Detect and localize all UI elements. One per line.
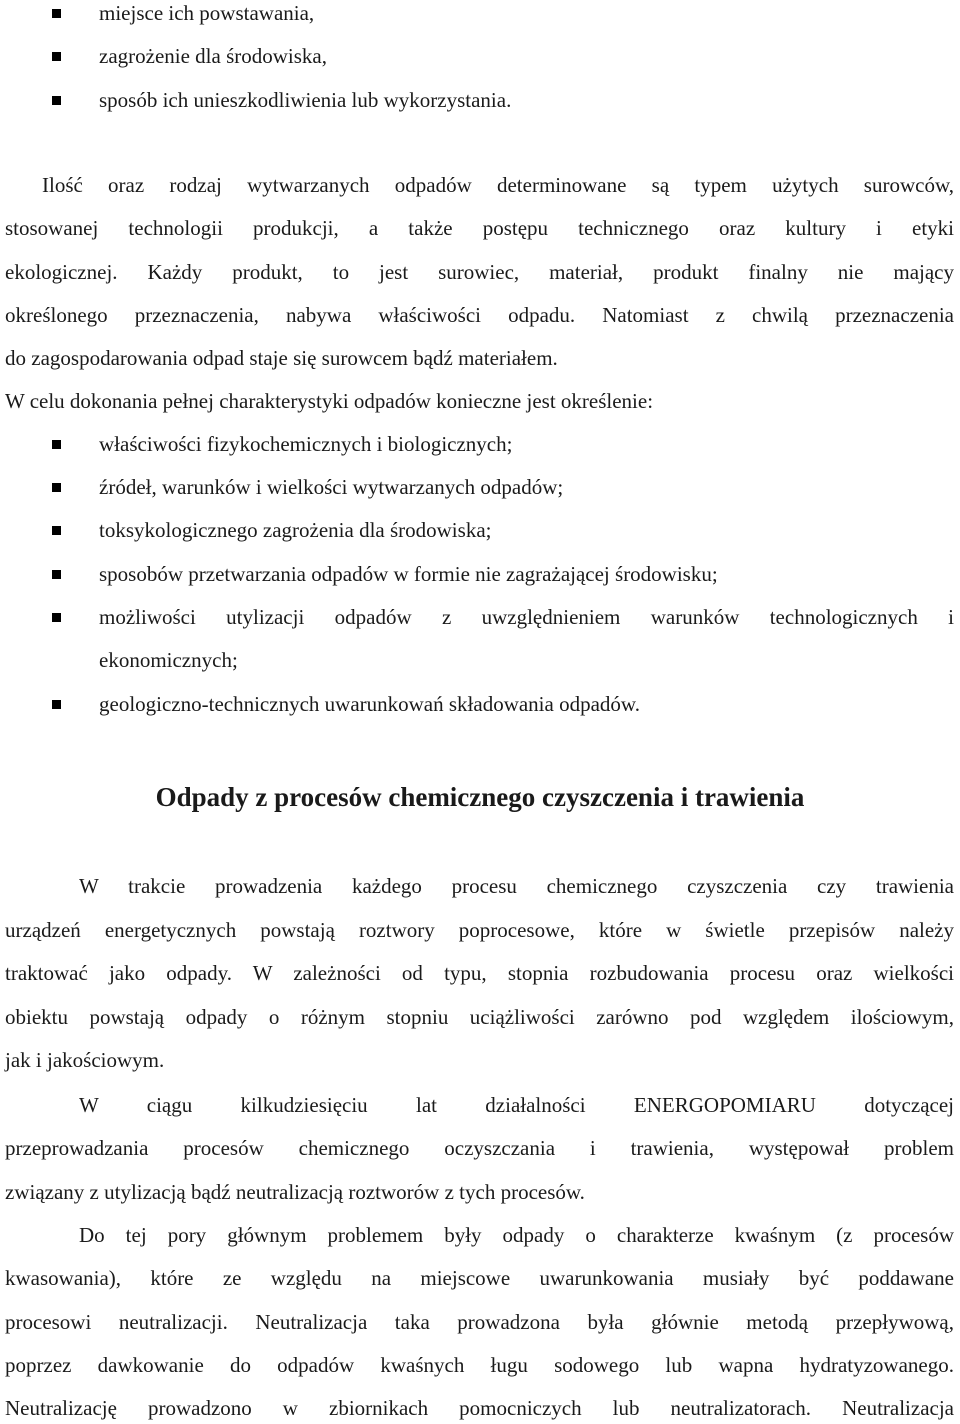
paragraph-line: stosowanej technologii produkcji, a także postępu technicznego oraz kultury i etyki — [5, 216, 954, 240]
paragraph-line: jak i jakościowym. — [5, 1048, 165, 1072]
paragraph-line: Ilość oraz rodzaj wytwarzanych odpadów determinowane są typem użytych surowców, — [42, 173, 954, 197]
paragraph-line: ekologicznej. Każdy produkt, to jest surowiec, materiał, produkt finalny nie mający — [5, 260, 954, 284]
paragraph-line: W trakcie prowadzenia każdego procesu chemicznego czyszczenia czy trawienia — [79, 874, 954, 898]
list-item: właściwości fizykochemicznych i biologicznych; — [99, 432, 513, 456]
paragraph-line: Do tej pory głównym problemem były odpady o charakterze kwaśnym (z procesów — [79, 1223, 954, 1247]
paragraph-line: traktować jako odpady. W zależności od typu, stopnia rozbudowania procesu oraz wielkości — [5, 961, 954, 985]
list-item: możliwości utylizacji odpadów z uwzględnieniem warunków technologicznych i — [99, 605, 954, 629]
bullet-square-icon — [52, 570, 61, 579]
paragraph-line: poprzez dawkowanie do odpadów kwaśnych ługu sodowego lub wapna hydratyzowanego. — [5, 1353, 954, 1377]
bullet-square-icon — [52, 526, 61, 535]
paragraph-line: W ciągu kilkudziesięciu lat działalności ENERGOPOMIARU dotyczącej — [79, 1093, 954, 1117]
paragraph-line: do zagospodarowania odpad staje się surowcem bądź materiałem. — [5, 346, 558, 370]
paragraph-line: obiektu powstają odpady o różnym stopniu uciążliwości zarówno pod względem ilościowym, — [5, 1005, 954, 1029]
paragraph-line: związany z utylizacją bądź neutralizacją roztworów z tych procesów. — [5, 1180, 585, 1204]
list-item-continuation: ekonomicznych; — [99, 648, 238, 672]
list-item: sposób ich unieszkodliwienia lub wykorzystania. — [99, 88, 512, 112]
list-item: zagrożenie dla środowiska, — [99, 44, 327, 68]
list-item: geologiczno-technicznych uwarunkowań składowania odpadów. — [99, 692, 640, 716]
paragraph-line: urządzeń energetycznych powstają roztwory poprocesowe, które w świetle przepisów należy — [5, 918, 954, 942]
bullet-square-icon — [52, 613, 61, 622]
paragraph-line: W celu dokonania pełnej charakterystyki odpadów konieczne jest określenie: — [5, 389, 654, 413]
paragraph-line: przeprowadzania procesów chemicznego oczyszczania i trawienia, występował problem — [5, 1136, 954, 1160]
paragraph-line: Neutralizację prowadzono w zbiornikach pomocniczych lub neutralizatorach. Neutralizacja — [5, 1396, 954, 1420]
paragraph-line: procesowi neutralizacji. Neutralizacja taka prowadzona była głównie metodą przepływową, — [5, 1310, 954, 1334]
bullet-square-icon — [52, 483, 61, 492]
paragraph-line: kwasowania), które ze względu na miejscowe uwarunkowania musiały być poddawane — [5, 1266, 954, 1290]
bullet-square-icon — [52, 52, 61, 61]
list-item: źródeł, warunków i wielkości wytwarzanych odpadów; — [99, 475, 564, 499]
bullet-square-icon — [52, 9, 61, 18]
paragraph-line: określonego przeznaczenia, nabywa właściwości odpadu. Natomiast z chwilą przeznaczenia — [5, 303, 954, 327]
bullet-square-icon — [52, 700, 61, 709]
bullet-square-icon — [52, 440, 61, 449]
section-heading: Odpady z procesów chemicznego czyszczenia i trawienia — [155, 782, 805, 812]
list-item: toksykologicznego zagrożenia dla środowiska; — [99, 518, 492, 542]
list-item: sposobów przetwarzania odpadów w formie nie zagrażającej środowisku; — [99, 562, 718, 586]
list-item: miejsce ich powstawania, — [99, 1, 315, 25]
bullet-square-icon — [52, 96, 61, 105]
